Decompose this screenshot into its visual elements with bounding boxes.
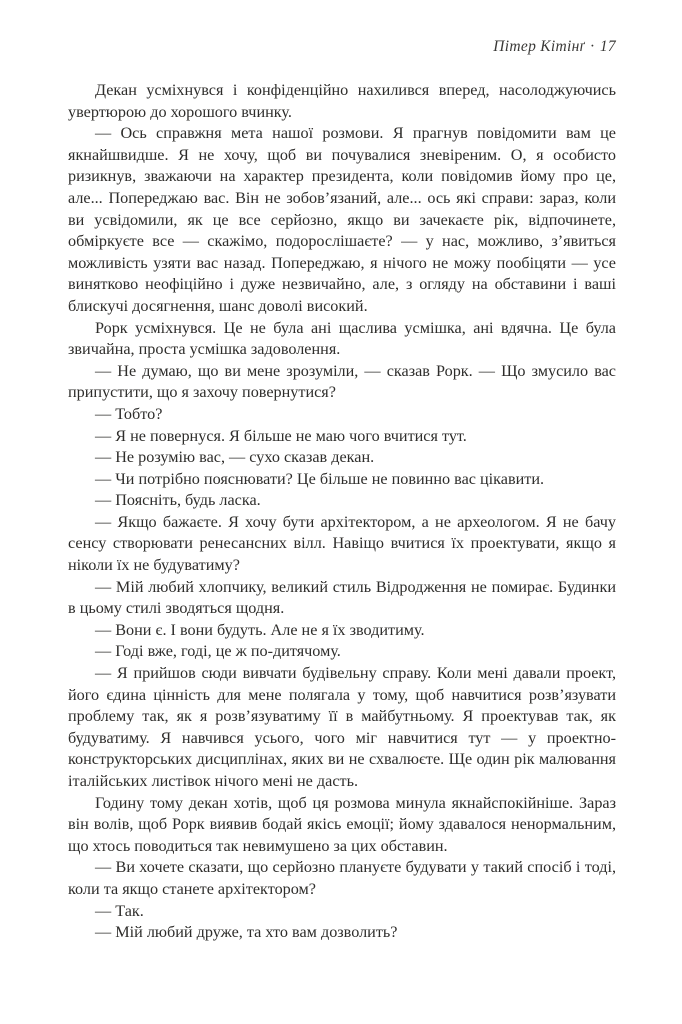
page-number: 17	[599, 38, 616, 55]
paragraph: — Я не повернуся. Я більше не маю чого вчитися тут.	[95, 426, 467, 445]
paragraph: — Вони є. І вони будуть. Але не я їх зводитиму.	[95, 620, 425, 639]
paragraph: — Мій любий друже, та хто вам дозволить?	[95, 923, 398, 942]
paragraph: — Чи потрібно пояснювати? Це більше не повинно вас цікавити.	[95, 469, 545, 488]
paragraph: — Якщо бажаєте. Я хочу бути архітектором, а не археологом. Я не бачу сенсу створювати ренесансних вілл. Навіщо вчитися їх проектувати, якщо я ніколи їх не будуватиму?	[68, 512, 616, 575]
paragraph: — Годі вже, годі, це ж по-дитячому.	[95, 642, 341, 661]
running-title: Пітер Кітінґ	[493, 38, 585, 55]
paragraph: Декан усміхнувся і конфіденційно нахилився вперед, насолоджуючись увертюрою до хорошого вчинку.	[68, 81, 616, 121]
paragraph: — Ви хочете сказати, що серйозно плануєте будувати у такий спосіб і тоді, коли та якщо станете архітектором?	[68, 858, 616, 898]
paragraph: — Так.	[95, 901, 144, 920]
header-separator: ·	[590, 38, 595, 55]
paragraph: — Поясніть, будь ласка.	[95, 491, 261, 510]
paragraph: — Ось справжня мета нашої розмови. Я прагнув повідомити вам це якнайшвидше. Я не хочу, щоб ви почувалися зневіреним. О, я особисто ризикнув, зважаючи на характер президента, коли повідомив йому про це, але... Попереджаю вас. Він не зобов’язаний, але... ось які справи: зараз, коли ви усвідомили, як це все серйозно, якщо ви зачекаєте рік, відпочинете, обміркуєте все — скажімо, подорослішаєте? — у нас, можливо, з’явиться можливість узяти вас назад. Попереджаю, я нічого не можу пообіцяти — усе винятково неофіційно і дуже незвичайно, але, з огляду на обставини і ваші блискучі досягнення, шанс доволі високий.	[68, 124, 616, 315]
paragraph: — Я прийшов сюди вивчати будівельну справу. Коли мені давали проект, його єдина цінність для мене полягала у тому, щоб навчитися розв’язувати проблему так, як я розв’язуватиму її в майбутньому. Я проектував так, як будуватиму. Я навчився усього, чого міг навчитися тут — у проектно-конструкторських дисциплінах, яких ви не схвалюєте. Ще один рік малювання італійських листівок нічого мені не дасть.	[68, 664, 616, 790]
page-header	[68, 38, 616, 56]
paragraph: — Не розумію вас, — сухо сказав декан.	[95, 448, 375, 467]
paragraph: — Не думаю, що ви мене зрозуміли, — сказав Рорк. — Що змусило вас припустити, що я захочу повернутися?	[68, 361, 616, 402]
page-body	[68, 80, 616, 944]
paragraph: Годину тому декан хотів, щоб ця розмова минула якнайспокійніше. Зараз він волів, щоб Рорк виявив бодай якісь емоції; йому здавалося ненормальним, що хтось поводиться так невимушено за цих обставин.	[68, 793, 616, 855]
paragraph: — Мій любий хлопчику, великий стиль Відродження не помирає. Будинки в цьому стилі зводяться щодня.	[68, 577, 616, 618]
paragraph: — Тобто?	[95, 404, 163, 423]
paragraph: Рорк усміхнувся. Це не була ані щаслива усмішка, ані вдячна. Це була звичайна, проста усмішка задоволення.	[68, 318, 616, 359]
